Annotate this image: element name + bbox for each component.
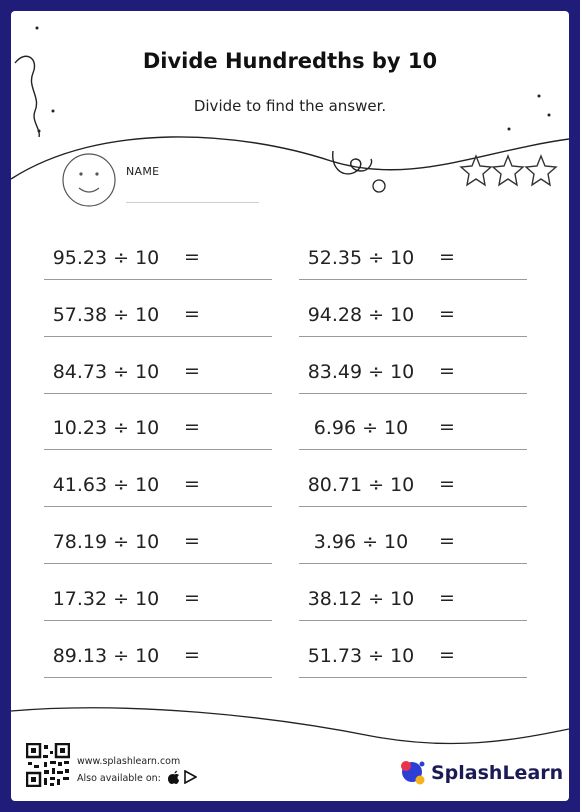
equals-sign: = <box>439 473 455 496</box>
problem-row[interactable] <box>44 353 272 394</box>
splashlearn-logo-icon <box>397 756 429 790</box>
problem-row[interactable] <box>299 580 527 621</box>
sparkle-dot <box>38 130 41 133</box>
equals-sign: = <box>439 416 455 439</box>
available-on-label: Also available on: <box>77 773 161 784</box>
worksheet-page <box>11 11 569 801</box>
division-expression: 17.32 ÷ 10 <box>52 587 160 610</box>
division-expression: 3.96 ÷ 10 <box>313 531 409 553</box>
website-url[interactable]: www.splashlearn.com <box>77 756 181 767</box>
smiley-face-icon <box>63 154 115 206</box>
problem-row[interactable] <box>44 296 272 337</box>
sparkle-dot <box>36 27 39 30</box>
equals-sign: = <box>184 643 200 666</box>
problem-row[interactable] <box>44 580 272 621</box>
apple-icon <box>168 771 179 784</box>
problem-row[interactable] <box>299 296 527 337</box>
problem-row[interactable] <box>299 239 527 280</box>
problem-row[interactable] <box>44 523 272 564</box>
app-store-icons <box>167 770 197 784</box>
equals-sign: = <box>439 530 455 552</box>
equals-sign: = <box>439 302 455 325</box>
qr-code-icon <box>26 743 70 787</box>
page-title: Divide Hundredths by 10 <box>142 49 438 73</box>
problem-row[interactable] <box>299 466 527 507</box>
rating-stars <box>461 156 556 185</box>
instructions: Divide to find the answer. <box>193 97 387 115</box>
equals-sign: = <box>439 586 455 609</box>
problem-row[interactable] <box>299 409 527 450</box>
name-label: NAME <box>126 165 160 178</box>
footer-wave <box>11 708 569 744</box>
problem-row[interactable] <box>44 637 272 678</box>
division-expression: 10.23 ÷ 10 <box>52 417 160 440</box>
division-expression: 95.23 ÷ 10 <box>52 247 160 269</box>
division-expression: 80.71 ÷ 10 <box>307 474 415 497</box>
star-icon <box>493 156 523 185</box>
division-expression: 83.49 ÷ 10 <box>307 360 415 383</box>
star-icon <box>526 156 556 185</box>
equals-sign: = <box>439 246 455 268</box>
division-expression: 38.12 ÷ 10 <box>307 587 415 610</box>
problem-row[interactable] <box>299 523 527 564</box>
name-field[interactable] <box>126 202 259 203</box>
equals-sign: = <box>439 643 455 666</box>
decorations <box>11 11 569 801</box>
division-expression: 57.38 ÷ 10 <box>52 303 160 326</box>
equals-sign: = <box>439 359 455 382</box>
bubble-decoration <box>373 180 385 192</box>
problem-row[interactable] <box>44 239 272 280</box>
division-expression: 6.96 ÷ 10 <box>313 417 409 440</box>
division-expression: 52.35 ÷ 10 <box>307 247 415 269</box>
curl-decoration <box>333 151 372 174</box>
equals-sign: = <box>184 530 200 552</box>
division-expression: 84.73 ÷ 10 <box>52 360 160 383</box>
sparkle-dot <box>508 128 511 131</box>
equals-sign: = <box>184 586 200 609</box>
division-expression: 78.19 ÷ 10 <box>52 531 160 553</box>
play-store-icon <box>185 771 196 783</box>
problem-row[interactable] <box>299 353 527 394</box>
equals-sign: = <box>184 246 200 268</box>
division-expression: 51.73 ÷ 10 <box>307 644 415 667</box>
equals-sign: = <box>184 302 200 325</box>
problem-row[interactable] <box>44 466 272 507</box>
problem-row[interactable] <box>44 409 272 450</box>
brand-name: SplashLearn <box>431 762 564 784</box>
equals-sign: = <box>184 416 200 439</box>
division-expression: 94.28 ÷ 10 <box>307 303 415 326</box>
equals-sign: = <box>184 473 200 496</box>
equals-sign: = <box>184 359 200 382</box>
division-expression: 89.13 ÷ 10 <box>52 644 160 667</box>
problem-row[interactable] <box>299 637 527 678</box>
division-expression: 41.63 ÷ 10 <box>52 474 160 497</box>
